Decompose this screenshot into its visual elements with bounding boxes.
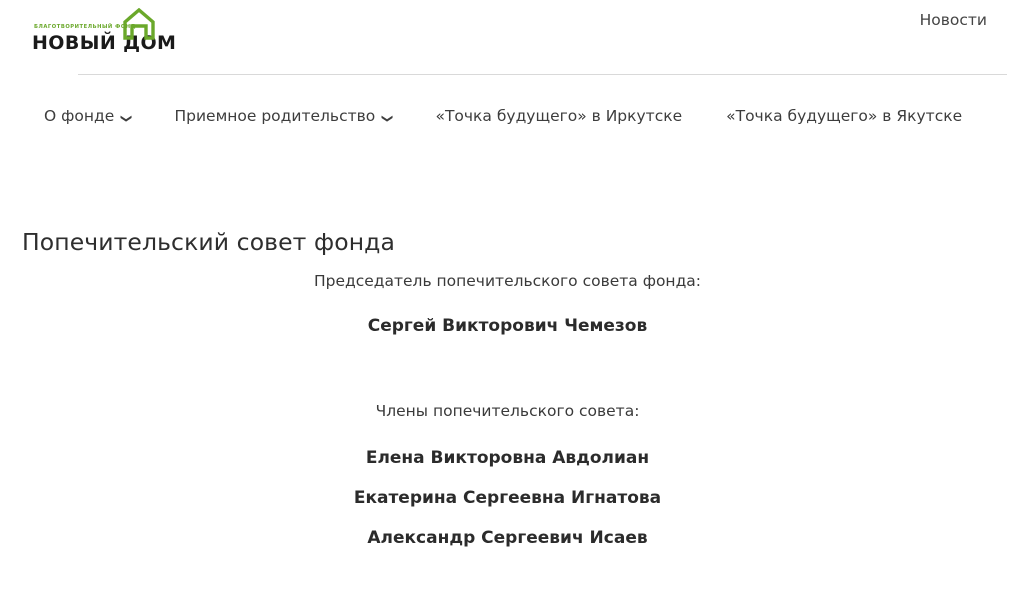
chairman-name: Сергей Викторович Чемезов bbox=[367, 316, 648, 336]
members-label: Члены попечительского совета: bbox=[375, 402, 640, 420]
nav-item-about[interactable] bbox=[44, 107, 133, 126]
nav-item-irkutsk-label: «Точка будущего» в Иркутске bbox=[435, 107, 683, 126]
chevron-down-icon: ❮ bbox=[119, 113, 133, 123]
member-name: Елена Викторовна Авдолиан bbox=[365, 448, 650, 468]
house-icon bbox=[122, 8, 156, 40]
member-name: Александр Сергеевич Исаев bbox=[367, 528, 648, 548]
nav-item-yakutsk[interactable] bbox=[726, 109, 962, 125]
main-nav bbox=[0, 100, 1015, 134]
logo-tagline: БЛАГОТВОРИТЕЛЬНЫЙ ФОНД bbox=[34, 24, 136, 30]
top-nav-item-news[interactable]: Новости bbox=[919, 11, 987, 29]
site-logo[interactable] bbox=[32, 8, 177, 60]
nav-item-irkutsk[interactable] bbox=[435, 109, 682, 125]
board-content bbox=[0, 272, 1015, 548]
chevron-down-icon: ❮ bbox=[380, 113, 394, 123]
site-header bbox=[0, 0, 1015, 75]
nav-item-about-label: О фонде bbox=[44, 107, 115, 126]
nav-item-foster-parenting-label: Приемное родительство bbox=[174, 107, 376, 126]
member-name: Екатерина Сергеевна Игнатова bbox=[353, 488, 662, 508]
nav-item-yakutsk-label: «Точка будущего» в Якутске bbox=[726, 107, 963, 126]
top-nav bbox=[920, 10, 987, 29]
logo-name: НОВЫЙ ДОМ bbox=[32, 32, 177, 54]
page-title: Попечительский совет фонда bbox=[22, 227, 396, 256]
nav-item-foster-parenting[interactable] bbox=[174, 107, 394, 126]
chairman-label: Председатель попечительского совета фонда: bbox=[313, 272, 702, 290]
header-divider bbox=[78, 74, 1007, 75]
